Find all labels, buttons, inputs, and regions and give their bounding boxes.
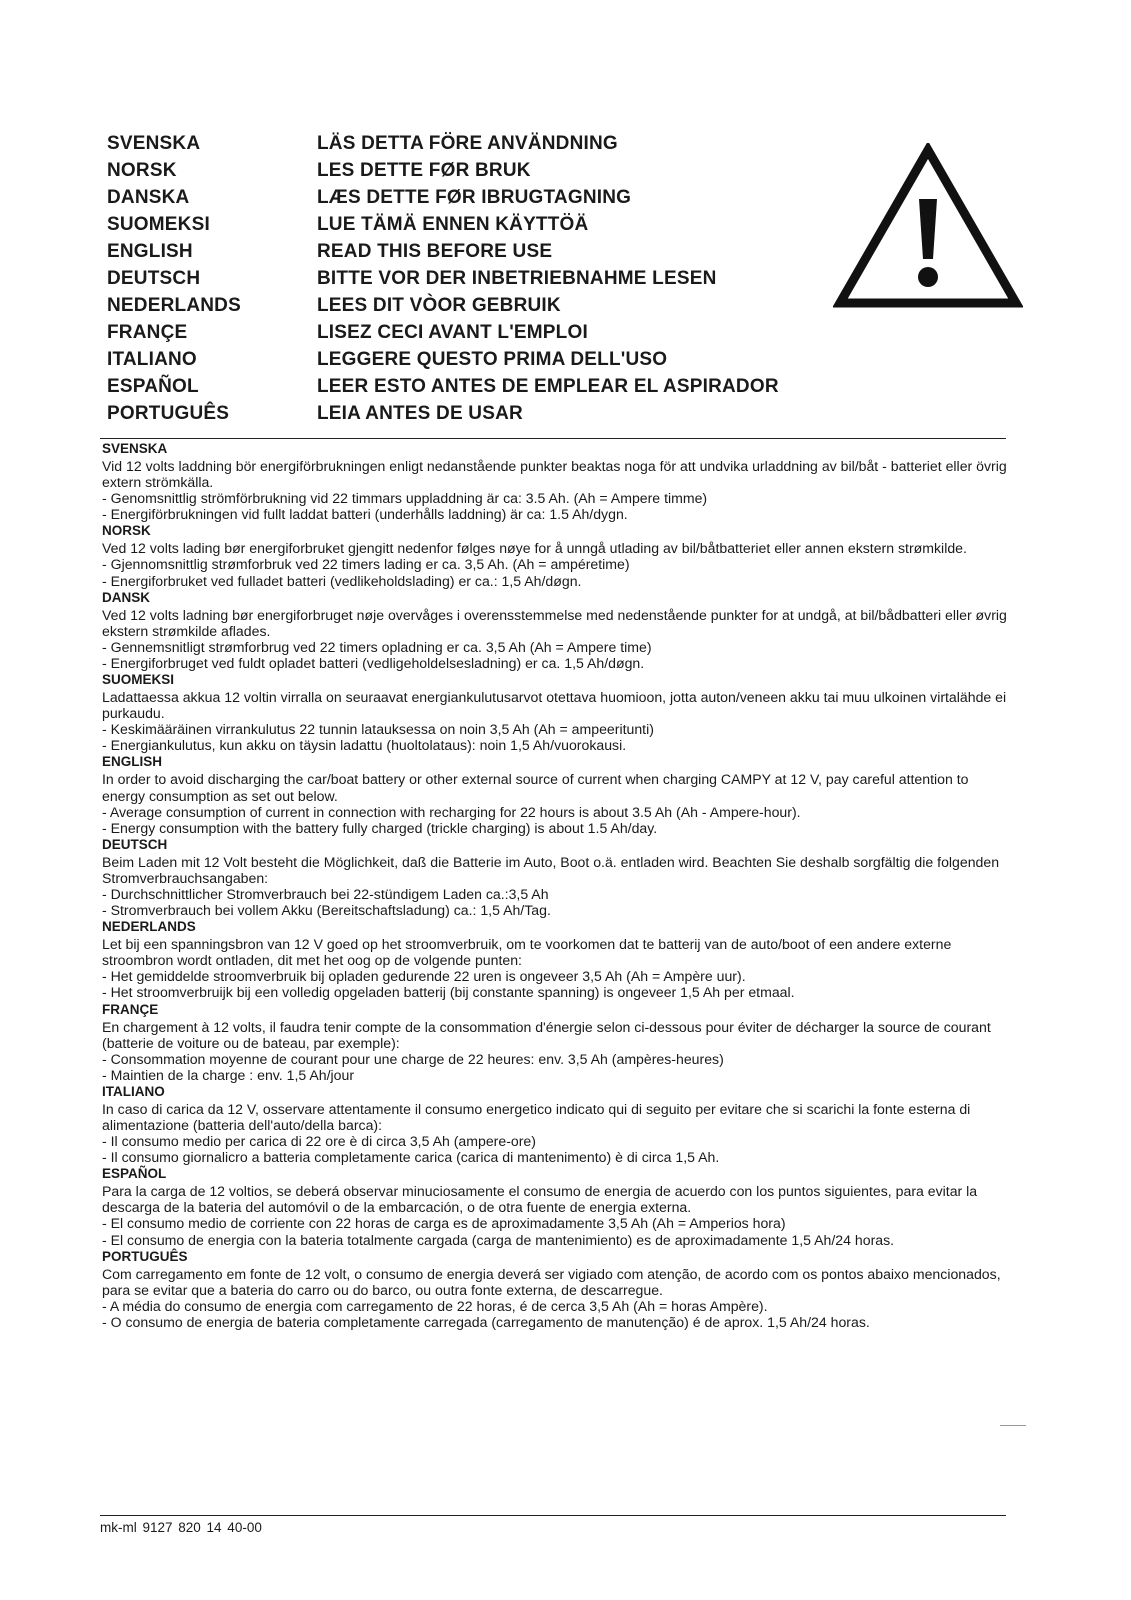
warning-text: READ THIS BEFORE USE: [317, 240, 553, 262]
warning-text: LEIA ANTES DE USAR: [317, 402, 523, 424]
warning-language: NEDERLANDS: [107, 294, 241, 316]
bottom-divider: [100, 1515, 1006, 1516]
language-section: [102, 1165, 1012, 1247]
instructions-content: [102, 440, 1012, 1330]
warning-row: [107, 238, 827, 265]
warning-triangle-icon: [833, 143, 1023, 311]
warning-language: FRANÇE: [107, 321, 188, 343]
warning-text: LISEZ CECI AVANT L'EMPLOI: [317, 321, 588, 343]
warning-row: [107, 157, 827, 184]
warning-language: SUOMEKSI: [107, 213, 210, 235]
section-heading: FRANÇE: [102, 1001, 159, 1017]
warning-row: [107, 346, 827, 373]
section-heading: PORTUGUÊS: [102, 1248, 188, 1264]
warning-text: LÄS DETTA FÖRE ANVÄNDNING: [317, 132, 618, 154]
warning-text: LUE TÄMÄ ENNEN KÄYTTÖÄ: [317, 213, 589, 235]
consumption-item: - O consumo de energia de bateria completamente carregada (carregamento de manutenção) é de aprox. 1,5 Ah/24 horas.: [102, 1313, 870, 1330]
section-heading: NORSK: [102, 523, 151, 539]
warning-language: ENGLISH: [107, 240, 193, 262]
consumption-item: - Gjennomsnittlig strømforbruk ved 22 timers lading er ca. 3,5 Ah. (Ah = ampéretime): [102, 556, 630, 573]
warning-text: LÆS DETTE FØR IBRUGTAGNING: [317, 186, 632, 208]
warning-text: LES DETTE FØR BRUK: [317, 159, 531, 181]
section-intro: Ved 12 volts lading bør energiforbruket gjengitt nedenfor følges nøye for å unngå utlading av bil/båtbatteriet eller annen ekstern strømkilde.: [102, 540, 967, 557]
warning-language: ITALIANO: [107, 348, 197, 370]
section-intro: In order to avoid discharging the car/boat battery or other external source of current when charging CAMPY at 12 V, pay careful attention to energy consumption as set out below.: [102, 771, 969, 804]
warning-language: ESPAÑOL: [107, 375, 199, 397]
section-heading: NEDERLANDS: [102, 919, 196, 935]
language-section: [102, 1001, 1012, 1083]
section-intro: In caso di carica da 12 V, osservare attentamente il consumo energetico indicato qui di seguito per evitare che si scarichi la fonte esterna di alimentazione (batteria dell'auto/della barca):: [102, 1100, 971, 1133]
consumption-item: - Energiförbrukningen vid fullt laddat batteri (underhålls laddning) är ca: 1.5 Ah/dygn.: [102, 506, 628, 523]
consumption-item: - El consumo de energia con la bateria totalmente cargada (carga de mantenimiento) es de aproximadamente 1,5 Ah/24 horas.: [102, 1231, 895, 1248]
consumption-item: - Consommation moyenne de courant pour une charge de 22 heures: env. 3,5 Ah (ampères-heures): [102, 1050, 724, 1067]
warning-row: [107, 319, 827, 346]
read-before-use-table: [107, 130, 827, 427]
consumption-item: - El consumo medio de corriente con 22 horas de carga es de aproximadamente 3,5 Ah (Ah = Amperios hora): [102, 1215, 786, 1232]
language-section: [102, 1083, 1012, 1165]
warning-language: DANSKA: [107, 186, 190, 208]
warning-row: [107, 373, 827, 400]
section-heading: ITALIANO: [102, 1083, 165, 1099]
section-heading: ESPAÑOL: [102, 1166, 167, 1182]
consumption-item: - Il consumo medio per carica di 22 ore è di circa 3,5 Ah (ampere-ore): [102, 1133, 536, 1150]
consumption-item: - Maintien de la charge : env. 1,5 Ah/jour: [102, 1066, 355, 1083]
language-section: [102, 1248, 1012, 1330]
document-code: mk-ml 9127 820 14 40-00: [100, 1520, 262, 1535]
warning-language: NORSK: [107, 159, 177, 181]
language-section: [102, 671, 1012, 753]
warning-language: SVENSKA: [107, 132, 201, 154]
warning-row: [107, 265, 827, 292]
language-section: [102, 440, 1012, 522]
language-section: [102, 753, 1012, 835]
consumption-item: - Il consumo giornalicro a batteria completamente carica (carica di mantenimento) è di circa 1,5 Ah.: [102, 1149, 720, 1166]
consumption-item: - Energiankulutus, kun akku on täysin ladattu (huoltolataus): noin 1,5 Ah/vuorokausi.: [102, 737, 627, 754]
consumption-item: - Energy consumption with the battery fully charged (trickle charging) is about 1.5 Ah/day.: [102, 819, 658, 836]
warning-row: [107, 292, 827, 319]
section-intro: Beim Laden mit 12 Volt besteht die Möglichkeit, daß die Batterie im Auto, Boot o.ä. entladen wird. Beachten Sie deshalb sorgfältig die folgenden Stromverbrauchsangaben:: [102, 853, 1000, 886]
consumption-item: - Energiforbruget ved fuldt opladet batteri (vedligeholdelsesladning) er ca. 1,5 Ah/døgn.: [102, 654, 645, 671]
consumption-item: - Durchschnittlicher Stromverbrauch bei 22-stündigem Laden ca.:3,5 Ah: [102, 885, 549, 902]
margin-mark: [1000, 1425, 1026, 1426]
warning-row: [107, 400, 827, 427]
section-heading: ENGLISH: [102, 754, 163, 770]
warning-text: LEER ESTO ANTES DE EMPLEAR EL ASPIRADOR: [317, 375, 779, 397]
consumption-item: - Het stroomverbruijk bij een volledig opgeladen batterij (bij constante spanning) is ongeveer 1,5 Ah per etmaal.: [102, 984, 795, 1001]
consumption-item: - Energiforbruket ved fulladet batteri (vedlikeholdslading) er ca.: 1,5 Ah/døgn.: [102, 572, 582, 589]
consumption-item: - Gennemsnitligt strømforbrug ved 22 timers opladning er ca. 3,5 Ah (Ah = Ampere time): [102, 638, 652, 655]
warning-language: DEUTSCH: [107, 267, 201, 289]
section-intro: Ladattaessa akkua 12 voltin virralla on seuraavat energiankulutusarvot otettava huomioon, jotta auton/veneen akku tai muu ulkoinen virtalähde ei purkaudu.: [102, 689, 1007, 722]
section-intro: Vid 12 volts laddning bör energiförbrukningen enligt nedanstående punkter beaktas noga för att undvika urladdning av bil/båt - batteriet eller övrig extern strömkälla.: [102, 458, 1007, 491]
consumption-item: - Average consumption of current in connection with recharging for 22 hours is about 3.5 Ah (Ah - Ampere-hour).: [102, 803, 801, 820]
section-intro: Let bij een spanningsbron van 12 V goed op het stroomverbruik, om te voorkomen dat te batterij van de auto/boot of een andere externe stroombron wordt ontladen, dit met het oog op de volgende punten:: [102, 936, 952, 969]
consumption-item: - Stromverbrauch bei vollem Akku (Bereitschaftsladung) ca.: 1,5 Ah/Tag.: [102, 902, 551, 919]
section-heading: SUOMEKSI: [102, 672, 175, 688]
consumption-item: - Genomsnittlig strömförbrukning vid 22 timmars uppladdning är ca: 3.5 Ah. (Ah = Ampere timme): [102, 490, 708, 507]
warning-text: LEGGERE QUESTO PRIMA DELL'USO: [317, 348, 668, 370]
language-section: [102, 589, 1012, 671]
section-intro: Ved 12 volts ladning bør energiforbruget nøje overvåges i overensstemmelse med nedenstående punkter for at undgå, at bil/bådbatteri eller øvrig ekstern strømkilde aflades.: [102, 606, 1007, 639]
section-heading: SVENSKA: [102, 441, 168, 456]
section-heading: DEUTSCH: [102, 836, 168, 852]
section-intro: Para la carga de 12 voltios, se deberá observar minuciosamente el consumo de energia de acuerdo con los puntos siguientes, para evitar la descarga de la bateria del automóvil o de la embarcación, o de otra fuente de energia externa.: [102, 1183, 978, 1216]
consumption-item: - Het gemiddelde stroomverbruik bij opladen gedurende 22 uren is ongeveer 3,5 Ah (Ah = Ampère uur).: [102, 968, 746, 985]
warning-row: [107, 211, 827, 238]
warning-language: PORTUGUÊS: [107, 402, 230, 424]
consumption-item: - A média do consumo de energia com carregamento de 22 horas, é de cerca 3,5 Ah (Ah = horas Ampère).: [102, 1297, 768, 1314]
language-section: [102, 522, 1012, 588]
section-intro: Com carregamento em fonte de 12 volt, o consumo de energia deverá ser vigiado com atenção, de acordo com os pontos abaixo mencionados, para se evitar que a bateria do carro ou do barco, ou outra fonte externa, de descarregue.: [102, 1265, 1001, 1298]
section-heading: DANSK: [102, 589, 151, 605]
consumption-item: - Keskimääräinen virrankulutus 22 tunnin latauksessa on noin 3,5 Ah (Ah = ampeeritunti): [102, 721, 654, 738]
language-section: [102, 918, 1012, 1000]
warning-text: BITTE VOR DER INBETRIEBNAHME LESEN: [317, 267, 717, 289]
warning-row: [107, 130, 827, 157]
section-intro: En chargement à 12 volts, il faudra tenir compte de la consommation d'énergie selon ci-dessous pour éviter de décharger la source de courant (batterie de voiture ou de bateau, par exemple):: [102, 1018, 991, 1051]
warning-row: [107, 184, 827, 211]
language-section: [102, 836, 1012, 918]
warning-text: LEES DIT VÒOR GEBRUIK: [317, 294, 561, 316]
top-divider: [100, 438, 1006, 439]
